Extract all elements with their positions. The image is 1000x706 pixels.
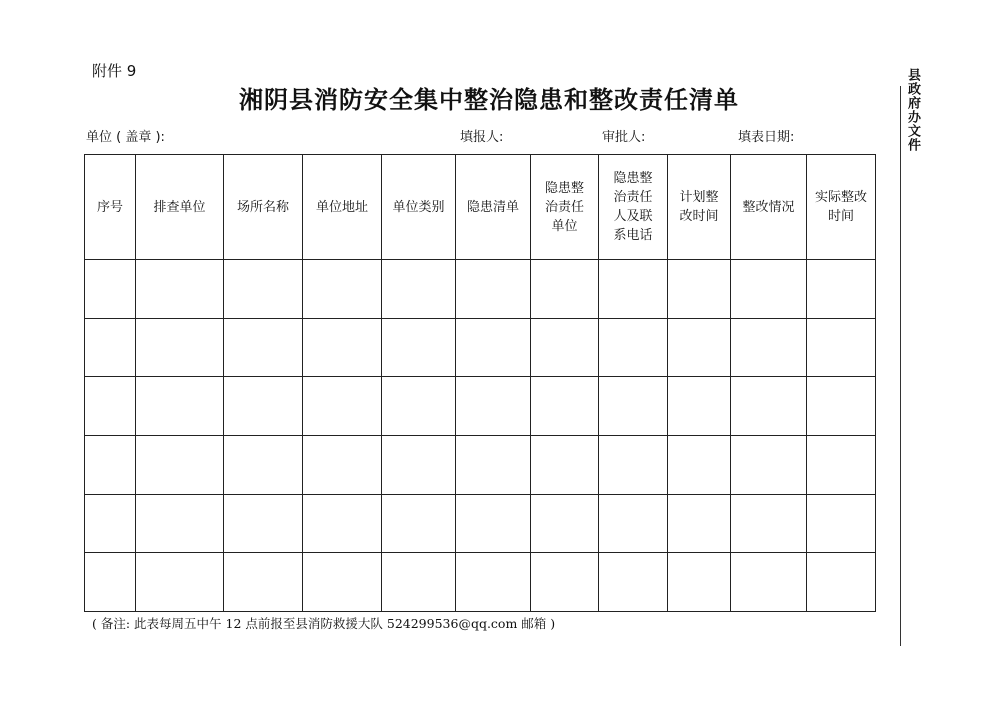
fill-date-label: 填表日期: [738,130,795,145]
table-cell[interactable] [531,318,599,377]
table-cell[interactable] [85,377,136,436]
table-cell[interactable] [85,318,136,377]
table-cell[interactable] [531,494,599,553]
table-cell[interactable] [731,260,807,319]
table-cell[interactable] [303,260,382,319]
column-header-line: 整改情况 [742,199,795,215]
table-cell[interactable] [224,435,303,494]
table-cell[interactable] [731,435,807,494]
column-header [807,155,876,260]
table-cell[interactable] [531,377,599,436]
table-cell[interactable] [382,494,456,553]
table-cell[interactable] [807,260,876,319]
table-cell[interactable] [85,494,136,553]
table-cell[interactable] [382,435,456,494]
side-file-label: 县政府办文件 [905,68,920,152]
table-cell[interactable] [136,553,224,612]
table-cell[interactable] [303,377,382,436]
table-cell[interactable] [224,377,303,436]
table-cell[interactable] [668,377,731,436]
column-header [382,155,456,260]
column-header [531,155,599,260]
column-header [731,155,807,260]
table-cell[interactable] [303,318,382,377]
table-cell[interactable] [807,377,876,436]
column-header-line: 改时间 [679,209,719,224]
table-cell[interactable] [807,435,876,494]
column-header-line: 单位类别 [392,199,445,215]
table-cell[interactable] [224,260,303,319]
table-cell[interactable] [456,260,531,319]
table-cell[interactable] [531,260,599,319]
document-title: 湘阴县消防安全集中整治隐患和整改责任清单 [239,85,739,114]
column-header [224,155,303,260]
table-cell[interactable] [807,494,876,553]
table-cell[interactable] [85,435,136,494]
table-row [85,435,876,494]
table-cell[interactable] [136,435,224,494]
column-header-line: 实际整改 [814,190,867,205]
table-cell[interactable] [731,494,807,553]
table-cell[interactable] [224,494,303,553]
table-cell[interactable] [668,435,731,494]
approver-label: 审批人: [602,130,646,145]
rectification-table [84,154,876,612]
column-header-line: 隐患整 [544,180,584,196]
table-cell[interactable] [731,553,807,612]
table-cell[interactable] [224,318,303,377]
table-cell[interactable] [668,494,731,553]
table-cell[interactable] [456,377,531,436]
table-cell[interactable] [382,260,456,319]
table-cell[interactable] [456,553,531,612]
table-cell[interactable] [531,435,599,494]
column-header-line: 单位地址 [315,199,368,215]
table-cell[interactable] [731,377,807,436]
column-header-line: 隐患清单 [466,199,519,215]
table-cell[interactable] [807,318,876,377]
table-cell[interactable] [85,260,136,319]
column-header [303,155,382,260]
column-header-line: 系电话 [613,228,653,243]
table-cell[interactable] [85,553,136,612]
table-cell[interactable] [456,494,531,553]
table-cell[interactable] [303,553,382,612]
binding-line [900,86,901,646]
table-cell[interactable] [599,553,668,612]
filler-label: 填报人: [460,130,504,145]
column-header-line: 排查单位 [153,199,206,215]
column-header [85,155,136,260]
remark-note: ( 备注: 此表每周五中午 12 点前报至县消防救援大队 524299536@qq.com 邮箱 ) [92,616,556,631]
table-header-row [85,155,876,260]
table-cell[interactable] [668,553,731,612]
table-cell[interactable] [599,377,668,436]
table-cell[interactable] [382,553,456,612]
attachment-number: 附件 9 [92,62,137,80]
table-row [85,318,876,377]
column-header-line: 计划整 [679,190,719,205]
table-cell[interactable] [599,260,668,319]
column-header-line: 人及联 [613,209,653,224]
column-header-line: 场所名称 [236,199,289,215]
column-header-line: 治责任 [544,199,584,215]
table-cell[interactable] [668,318,731,377]
table-cell[interactable] [303,494,382,553]
table-cell[interactable] [599,494,668,553]
table-cell[interactable] [456,435,531,494]
column-header [136,155,224,260]
table-cell[interactable] [382,377,456,436]
column-header [599,155,668,260]
table-cell[interactable] [807,553,876,612]
column-header [456,155,531,260]
table-cell[interactable] [136,377,224,436]
column-header-line: 隐患整 [613,171,653,186]
column-header-line: 单位 [551,218,578,234]
table-cell[interactable] [136,318,224,377]
table-row [85,260,876,319]
table-cell[interactable] [136,494,224,553]
unit-seal-label: 单位 ( 盖章 ): [86,130,165,145]
table-cell[interactable] [599,435,668,494]
table-cell[interactable] [303,435,382,494]
table-cell[interactable] [136,260,224,319]
table-cell[interactable] [456,318,531,377]
table-row [85,494,876,553]
table-row [85,377,876,436]
column-header [668,155,731,260]
column-header-line: 时间 [827,209,854,224]
table-cell[interactable] [224,553,303,612]
column-header-line: 序号 [96,199,123,215]
table-cell[interactable] [531,553,599,612]
table-cell[interactable] [731,318,807,377]
column-header-line: 治责任 [613,190,653,205]
table-cell[interactable] [599,318,668,377]
table-cell[interactable] [382,318,456,377]
table-cell[interactable] [668,260,731,319]
table-row [85,553,876,612]
